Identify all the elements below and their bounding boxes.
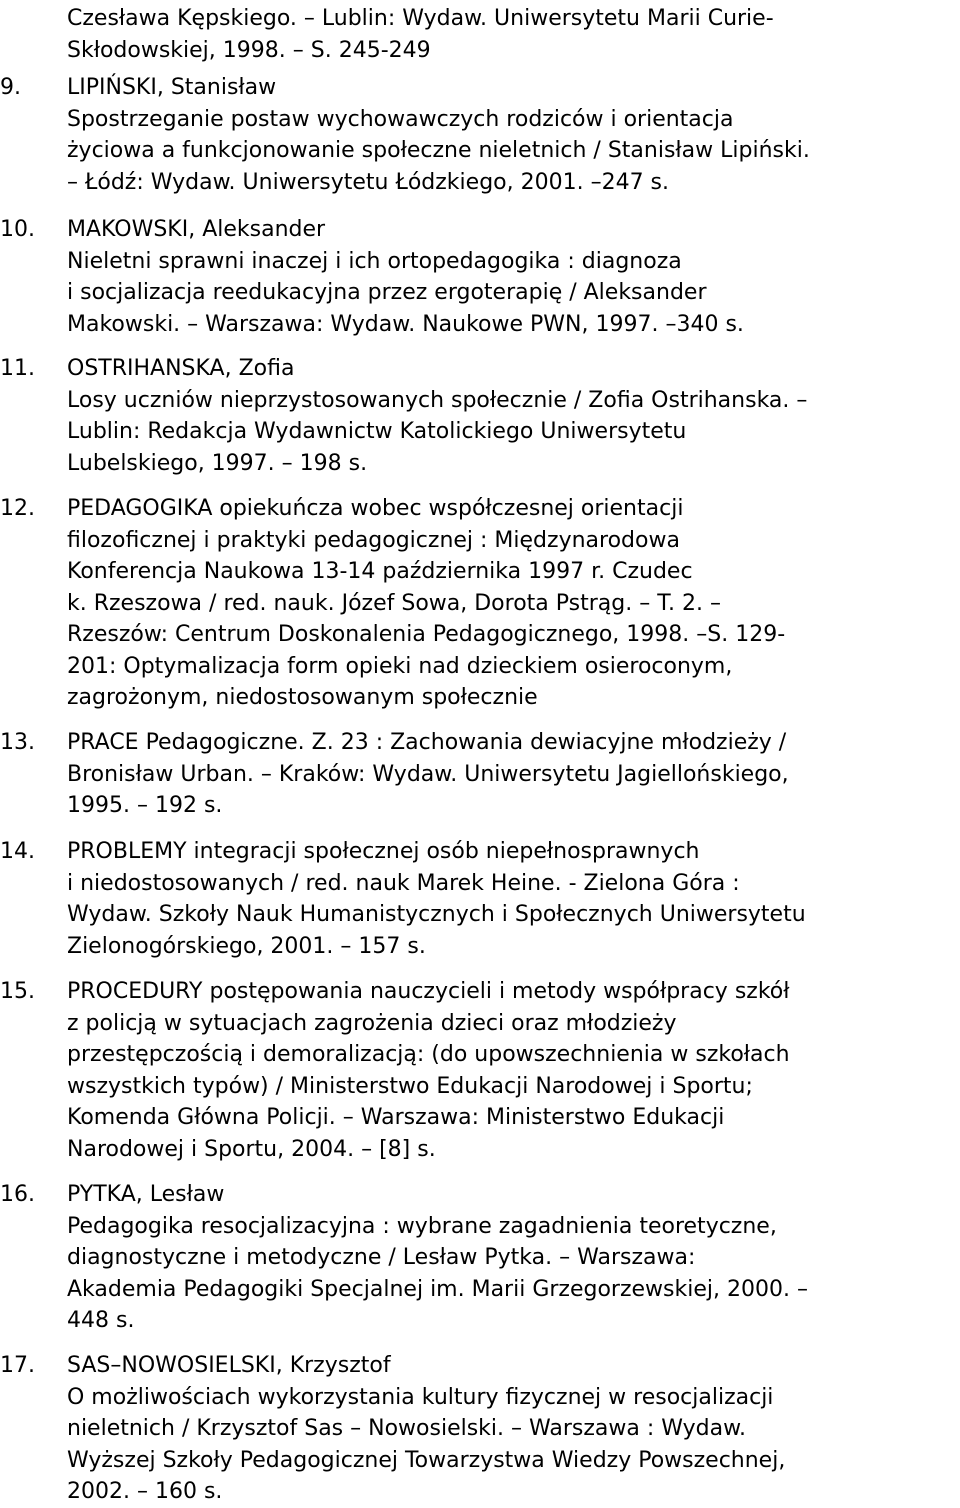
entry-line: diagnostyczne i metodyczne / Lesław Pytka. – Warszawa: xyxy=(67,1245,696,1270)
entry-line: PRACE Pedagogiczne. Z. 23 : Zachowania dewiacyjne młodzieży / xyxy=(67,730,787,755)
entry-line: i socjalizacja reedukacyjna przez ergoterapię / Aleksander xyxy=(67,280,707,305)
entry-line: PYTKA, Lesław xyxy=(67,1182,225,1207)
entry-line: MAKOWSKI, Aleksander xyxy=(67,217,326,242)
entry-line: SAS–NOWOSIELSKI, Krzysztof xyxy=(67,1353,391,1378)
entry-number: 10. xyxy=(0,217,35,242)
entry-line: Narodowej i Sportu, 2004. – [8] s. xyxy=(67,1136,436,1162)
entry-line: OSTRIHANSKA, Zofia xyxy=(67,356,295,381)
entry-line: Akademia Pedagogiki Specjalnej im. Marii Grzegorzewskiej, 2000. – xyxy=(67,1276,808,1302)
entry-line: Bronisław Urban. – Kraków: Wydaw. Uniwersytetu Jagiellońskiego, xyxy=(67,761,789,787)
entry-number: 11. xyxy=(0,356,35,381)
entry-number: 17. xyxy=(0,1353,35,1378)
entry-body xyxy=(67,214,957,340)
entry-line: 201: Optymalizacja form opieki nad dzieckiem osieroconym, xyxy=(67,653,733,679)
entry-line: Komenda Główna Policji. – Warszawa: Ministerstwo Edukacji xyxy=(67,1105,725,1130)
entry-line: Spostrzeganie postaw wychowawczych rodziców i orientacja xyxy=(67,106,734,132)
entry-body xyxy=(67,493,957,714)
entry-line: – Łódź: Wydaw. Uniwersytetu Łódzkiego, 2001. –247 s. xyxy=(67,169,670,195)
entry-line: 1995. – 192 s. xyxy=(67,793,223,818)
entry-body xyxy=(67,1179,957,1337)
entry-line: O możliwościach wykorzystania kultury fizycznej w resocjalizacji xyxy=(67,1384,774,1410)
entry-number: 9. xyxy=(0,75,21,100)
entry-line: k. Rzeszowa / red. nauk. Józef Sowa, Dorota Pstrąg. – T. 2. – xyxy=(67,590,721,616)
entry-line: Lublin: Redakcja Wydawnictw Katolickiego Uniwersytetu xyxy=(67,419,687,444)
entry-line: Makowski. – Warszawa: Wydaw. Naukowe PWN, 1997. –340 s. xyxy=(67,311,744,337)
entry-body xyxy=(67,727,957,822)
entry-number: 14. xyxy=(0,839,35,864)
entry-line: i niedostosowanych / red. nauk Marek Heine. - Zielona Góra : xyxy=(67,870,740,896)
entry-line: LIPIŃSKI, Stanisław xyxy=(67,75,277,100)
entry-line: nieletnich / Krzysztof Sas – Nowosielski. – Warszawa : Wydaw. xyxy=(67,1416,747,1441)
entry-line: zagrożonym, niedostosowanym społecznie xyxy=(67,685,538,710)
entry-line: Wyższej Szkoły Pedagogicznej Towarzystwa Wiedzy Powszechnej, xyxy=(67,1447,786,1473)
entry-body xyxy=(67,1350,957,1508)
entry-line: Konferencja Naukowa 13-14 października 1997 r. Czudec xyxy=(67,559,693,584)
text-line: Skłodowskiej, 1998. – S. 245-249 xyxy=(67,37,431,63)
entry-number: 12. xyxy=(0,496,35,521)
entry-line: Lubelskiego, 1997. – 198 s. xyxy=(67,450,368,476)
entry-line: filozoficznej i praktyki pedagogicznej : Międzynarodowa xyxy=(67,527,680,553)
entry-body xyxy=(67,836,957,962)
text-line: Czesława Kępskiego. – Lublin: Wydaw. Uniwersytetu Marii Curie- xyxy=(67,6,774,31)
entry-line: z policją w sytuacjach zagrożenia dzieci oraz młodzieży xyxy=(67,1010,677,1036)
entry-line: Nieletni sprawni inaczej i ich ortopedagogika : diagnoza xyxy=(67,248,682,274)
entry-line: Rzeszów: Centrum Doskonalenia Pedagogicznego, 1998. –S. 129- xyxy=(67,622,786,647)
entry-line: Pedagogika resocjalizacyjna : wybrane zagadnienia teoretyczne, xyxy=(67,1213,777,1239)
entry-line: życiowa a funkcjonowanie społeczne nieletnich / Stanisław Lipiński. xyxy=(67,138,810,163)
entry-line: Losy uczniów nieprzystosowanych społecznie / Zofia Ostrihanska. – xyxy=(67,387,808,413)
entry-number: 15. xyxy=(0,979,35,1004)
entry-line: PROBLEMY integracji społecznej osób niepełnosprawnych xyxy=(67,839,700,864)
entry-line: PROCEDURY postępowania nauczycieli i metody współpracy szkół xyxy=(67,979,790,1004)
entry-body xyxy=(67,976,957,1165)
entry-line: 448 s. xyxy=(67,1308,135,1333)
entry-body xyxy=(67,72,957,198)
entry-number: 16. xyxy=(0,1182,35,1207)
entry-line: przestępczością i demoralizacją: (do upowszechnienia w szkołach xyxy=(67,1042,790,1067)
entry-number: 13. xyxy=(0,730,35,755)
entry-line: Zielonogórskiego, 2001. – 157 s. xyxy=(67,933,426,959)
entry-line: 2002. – 160 s. xyxy=(67,1479,223,1504)
entry-body xyxy=(67,353,957,479)
entry-line: PEDAGOGIKA opiekuńcza wobec współczesnej orientacji xyxy=(67,496,684,521)
entry-line: Wydaw. Szkoły Nauk Humanistycznych i Społecznych Uniwersytetu xyxy=(67,902,806,927)
entry-line: wszystkich typów) / Ministerstwo Edukacji Narodowej i Sportu; xyxy=(67,1073,753,1099)
continuation-text xyxy=(67,3,957,66)
